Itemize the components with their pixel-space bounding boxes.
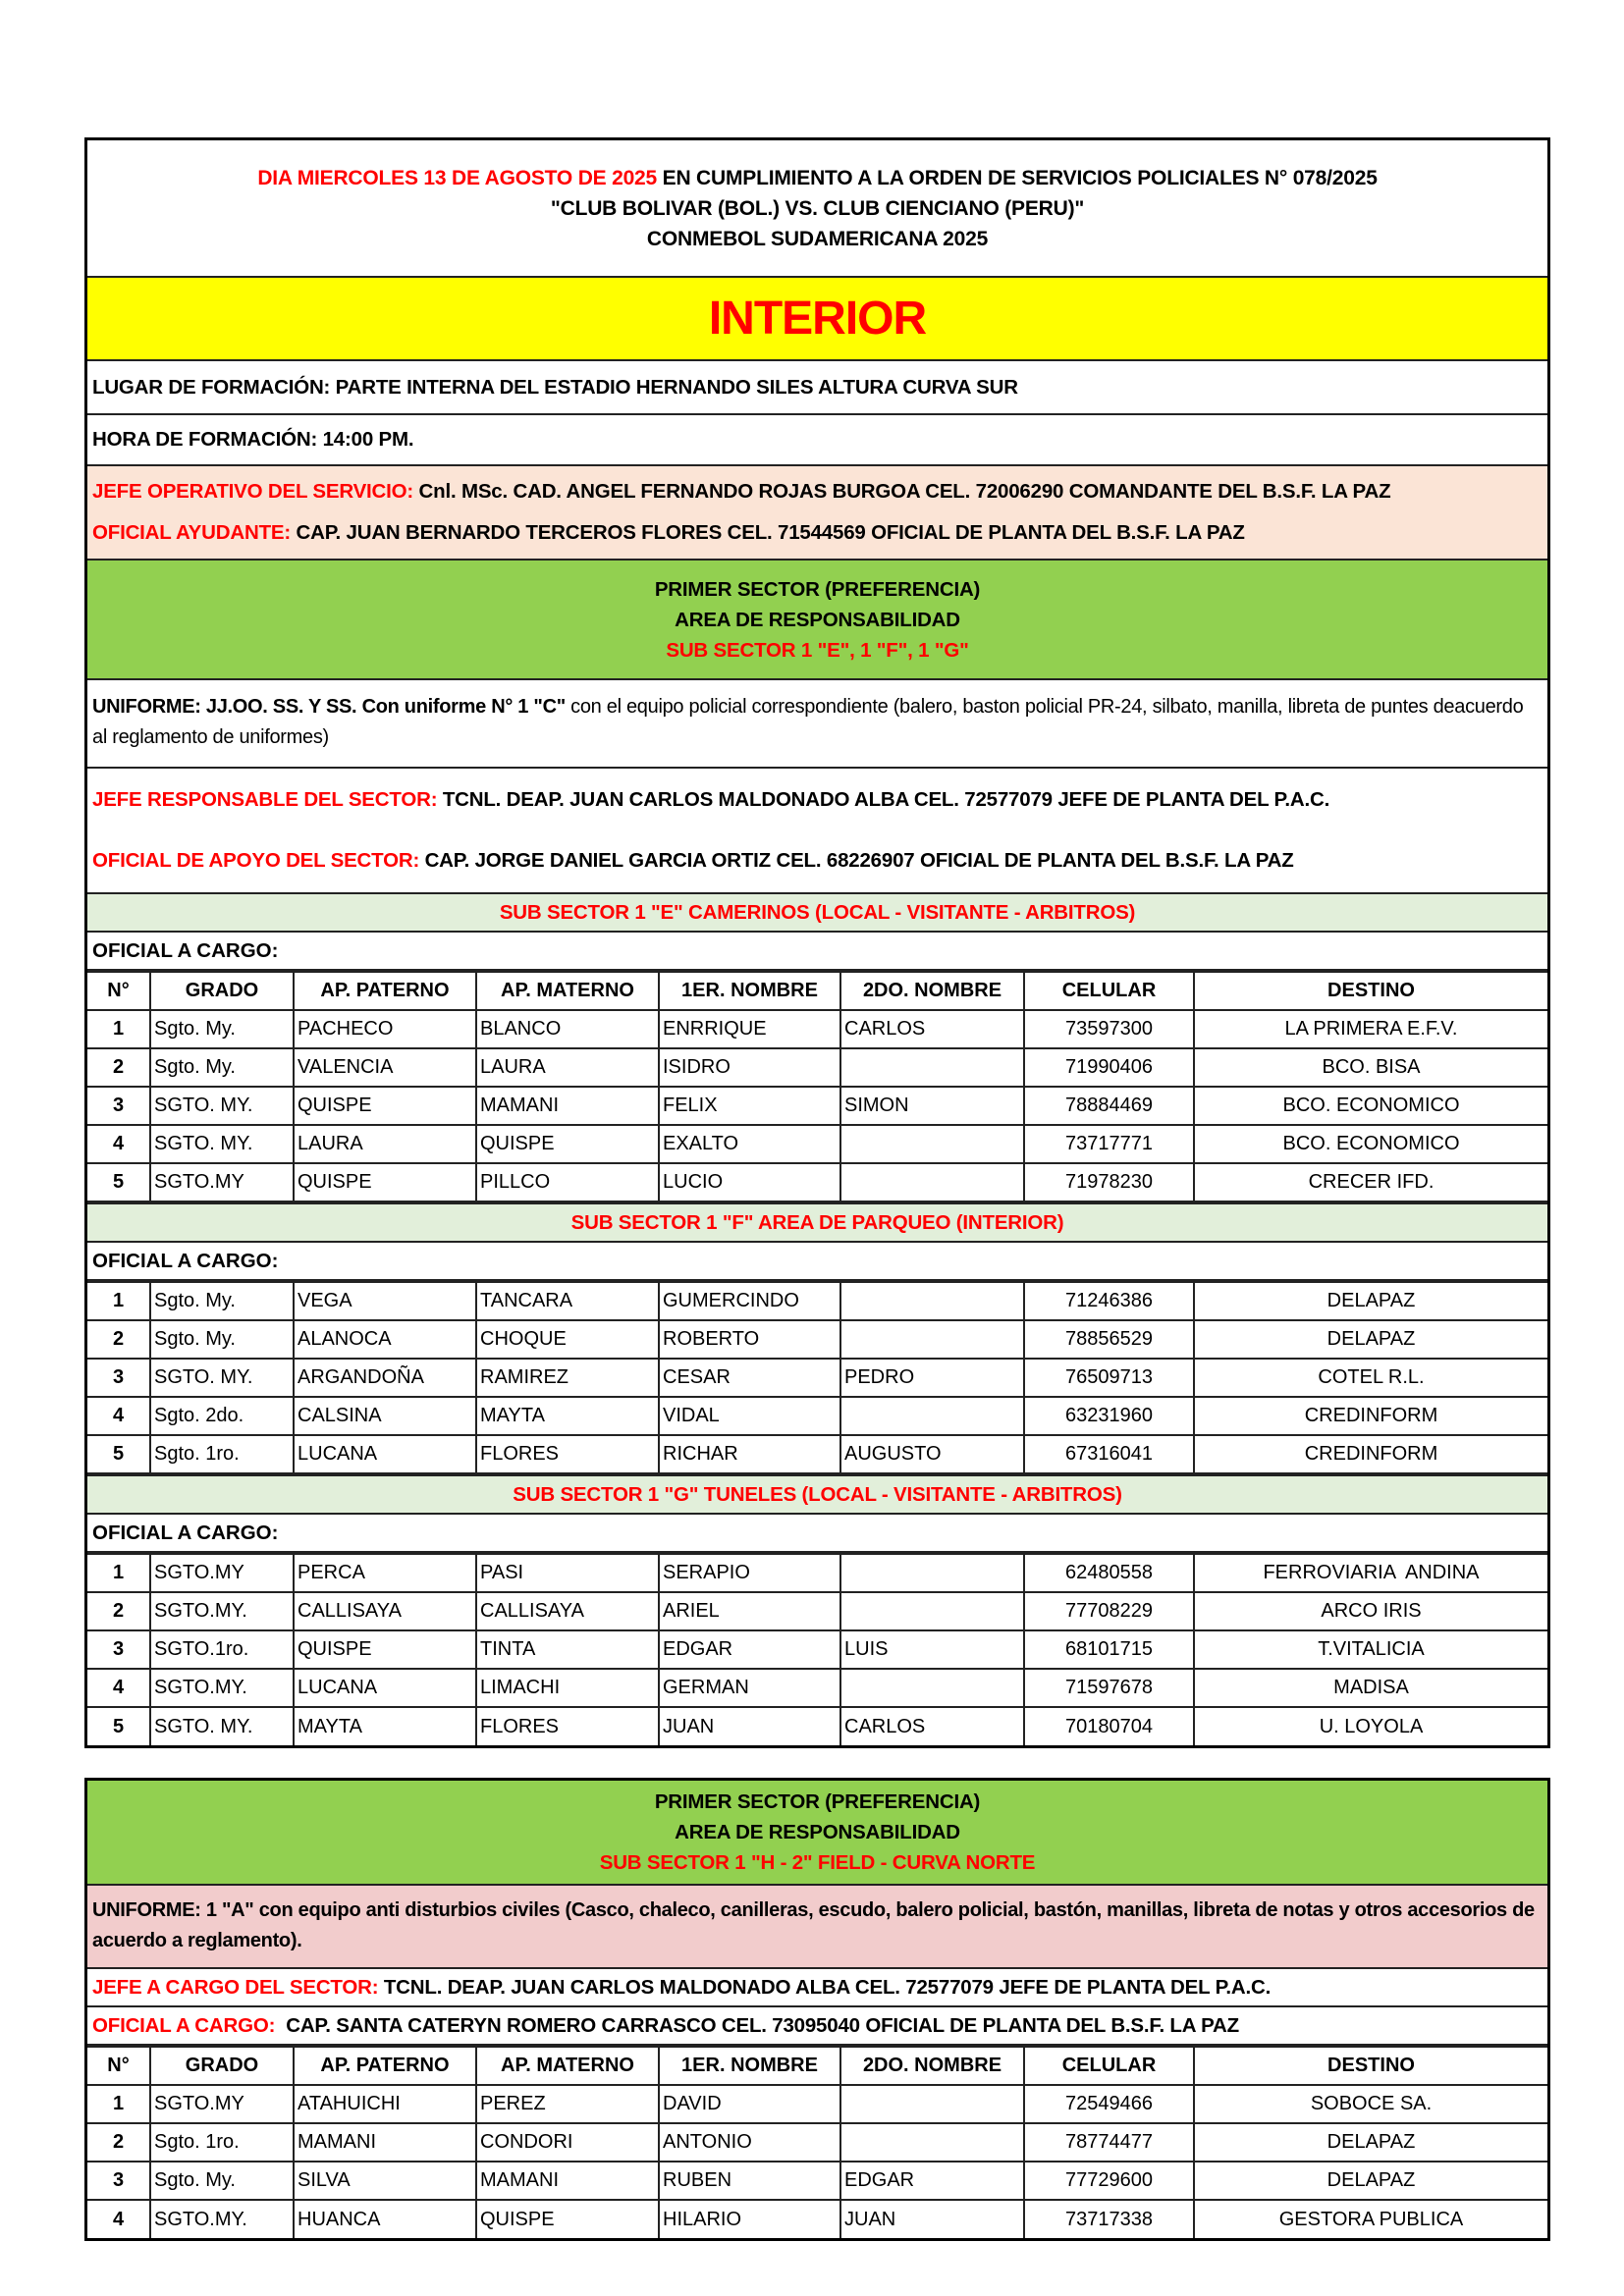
cell-numero: 3 — [87, 1359, 150, 1397]
cell-segundo-nombre — [840, 1397, 1024, 1435]
cell-celular: 76509713 — [1024, 1359, 1194, 1397]
cell-destino: LA PRIMERA E.F.V. — [1194, 1010, 1547, 1048]
cell-primer-nombre: JUAN — [659, 1707, 840, 1745]
cell-segundo-nombre — [840, 2123, 1024, 2162]
cell-ap-materno: FLORES — [476, 1435, 659, 1473]
cell-primer-nombre: EDGAR — [659, 1630, 840, 1669]
oficial-a-cargo-value: CAP. SANTA CATERYN ROMERO CARRASCO CEL. 73095040 OFICIAL DE PLANTA DEL B.S.F. LA PAZ — [275, 2013, 1239, 2037]
table-row — [87, 2123, 1547, 2162]
cell-segundo-nombre — [840, 1669, 1024, 1707]
jefe-operativo-label: JEFE OPERATIVO DEL SERVICIO: — [92, 480, 414, 503]
cell-primer-nombre: ROBERTO — [659, 1320, 840, 1359]
cell-ap-materno: CONDORI — [476, 2123, 659, 2162]
col-numero-header: N° — [87, 2047, 150, 2085]
cell-grado: Sgto. My. — [150, 1320, 294, 1359]
personnel-table-f — [87, 1281, 1547, 1474]
cell-grado: SGTO.MY. — [150, 1592, 294, 1630]
section-title-bar — [87, 278, 1547, 361]
cell-destino: CREDINFORM — [1194, 1435, 1547, 1473]
cell-grado: SGTO.MY — [150, 2085, 294, 2123]
cell-celular: 71990406 — [1024, 1048, 1194, 1087]
col-destino-header: DESTINO — [1194, 972, 1547, 1010]
cell-ap-materno: RAMIREZ — [476, 1359, 659, 1397]
cell-destino: DELAPAZ — [1194, 1282, 1547, 1320]
table-row — [87, 1707, 1547, 1745]
cell-numero: 3 — [87, 2162, 150, 2200]
sector-name-2: PRIMER SECTOR (PREFERENCIA) — [654, 1790, 981, 1813]
cell-celular: 73597300 — [1024, 1010, 1194, 1048]
cell-ap-materno: FLORES — [476, 1707, 659, 1745]
cell-ap-materno: LAURA — [476, 1048, 659, 1087]
cell-celular: 68101715 — [1024, 1630, 1194, 1669]
sector-header-2 — [87, 1781, 1547, 1886]
personnel-table-h2 — [87, 2046, 1547, 2238]
cell-segundo-nombre — [840, 1163, 1024, 1201]
cell-segundo-nombre: EDGAR — [840, 2162, 1024, 2200]
cell-segundo-nombre: CARLOS — [840, 1707, 1024, 1745]
cell-grado: SGTO.MY. — [150, 1669, 294, 1707]
subsector-title-e: SUB SECTOR 1 "E" CAMERINOS (LOCAL - VISITANTE - ARBITROS) — [87, 894, 1547, 933]
cell-primer-nombre: VIDAL — [659, 1397, 840, 1435]
table-row — [87, 2200, 1547, 2238]
cell-ap-materno: MAYTA — [476, 1397, 659, 1435]
cell-ap-paterno: ARGANDOÑA — [294, 1359, 476, 1397]
cell-grado: SGTO. MY. — [150, 1087, 294, 1125]
cell-numero: 5 — [87, 1707, 150, 1745]
cell-primer-nombre: LUCIO — [659, 1163, 840, 1201]
personnel-table-e — [87, 971, 1547, 1202]
cell-primer-nombre: GERMAN — [659, 1669, 840, 1707]
table-row — [87, 1163, 1547, 1201]
cell-celular: 63231960 — [1024, 1397, 1194, 1435]
cell-destino: MADISA — [1194, 1669, 1547, 1707]
cell-ap-materno: BLANCO — [476, 1010, 659, 1048]
table-row — [87, 2162, 1547, 2200]
jefe-a-cargo-row — [87, 1969, 1547, 2007]
cell-numero: 2 — [87, 1592, 150, 1630]
subsector-title-f: SUB SECTOR 1 "F" AREA DE PARQUEO (INTERIOR) — [87, 1204, 1547, 1243]
cell-ap-materno: LIMACHI — [476, 1669, 659, 1707]
jefe-responsable-label: JEFE RESPONSABLE DEL SECTOR: — [92, 788, 438, 811]
col-ap-paterno-header: AP. PATERNO — [294, 2047, 476, 2085]
field-curva-norte-block — [84, 1778, 1550, 2241]
uniforme-info — [87, 680, 1547, 769]
cell-primer-nombre: RUBEN — [659, 2162, 840, 2200]
cell-segundo-nombre — [840, 1282, 1024, 1320]
jefe-responsable-value: TCNL. DEAP. JUAN CARLOS MALDONADO ALBA CEL. 72577079 JEFE DE PLANTA DEL P.A.C. — [437, 788, 1330, 811]
table-row — [87, 1435, 1547, 1473]
cell-ap-paterno: MAMANI — [294, 2123, 476, 2162]
sector-name: PRIMER SECTOR (PREFERENCIA) — [654, 577, 981, 601]
cell-primer-nombre: EXALTO — [659, 1125, 840, 1163]
cell-ap-materno: TINTA — [476, 1630, 659, 1669]
cell-grado: SGTO. MY. — [150, 1125, 294, 1163]
cell-destino: CRECER IFD. — [1194, 1163, 1547, 1201]
header-date: DIA MIERCOLES 13 DE AGOSTO DE 2025 — [257, 166, 658, 189]
cell-numero: 4 — [87, 2200, 150, 2238]
uniforme-detail: con el equipo policial correspondiente (balero, baston policial PR-24, silbato, manilla, libreta de puntes deacuerdo al reglamento de uniformes) — [92, 696, 1524, 748]
table-row — [87, 2085, 1547, 2123]
cell-primer-nombre: ENRRIQUE — [659, 1010, 840, 1048]
sector-area: AREA DE RESPONSABILIDAD — [675, 608, 960, 631]
cell-celular: 78884469 — [1024, 1087, 1194, 1125]
cell-grado: Sgto. My. — [150, 1282, 294, 1320]
col-segundo-nombre-header: 2DO. NOMBRE — [840, 2047, 1024, 2085]
cell-celular: 70180704 — [1024, 1707, 1194, 1745]
document-header — [87, 140, 1547, 278]
cell-primer-nombre: GUMERCINDO — [659, 1282, 840, 1320]
table-row — [87, 1320, 1547, 1359]
cell-segundo-nombre — [840, 1320, 1024, 1359]
header-tournament: CONMEBOL SUDAMERICANA 2025 — [646, 227, 989, 250]
cell-primer-nombre: RICHAR — [659, 1435, 840, 1473]
sector-officers — [87, 769, 1547, 894]
sector-subsector-2: SUB SECTOR 1 "H - 2" FIELD - CURVA NORTE — [599, 1851, 1036, 1874]
cell-ap-paterno: VEGA — [294, 1282, 476, 1320]
cell-grado: SGTO. MY. — [150, 1359, 294, 1397]
cell-grado: SGTO. MY. — [150, 1707, 294, 1745]
cell-destino: COTEL R.L. — [1194, 1359, 1547, 1397]
cell-ap-paterno: ATAHUICHI — [294, 2085, 476, 2123]
cell-ap-paterno: QUISPE — [294, 1163, 476, 1201]
cell-numero: 1 — [87, 1554, 150, 1592]
cell-ap-materno: PILLCO — [476, 1163, 659, 1201]
cell-celular: 71978230 — [1024, 1163, 1194, 1201]
oficial-ayudante-value: CAP. JUAN BERNARDO TERCEROS FLORES CEL. 71544569 OFICIAL DE PLANTA DEL B.S.F. LA PAZ — [291, 521, 1245, 544]
cell-numero: 3 — [87, 1630, 150, 1669]
cell-ap-materno: MAMANI — [476, 2162, 659, 2200]
oficial-apoyo-value: CAP. JORGE DANIEL GARCIA ORTIZ CEL. 68226907 OFICIAL DE PLANTA DEL B.S.F. LA PAZ — [419, 849, 1294, 872]
col-ap-materno-header: AP. MATERNO — [476, 972, 659, 1010]
cell-numero: 2 — [87, 2123, 150, 2162]
cell-ap-paterno: LAURA — [294, 1125, 476, 1163]
cell-celular: 71597678 — [1024, 1669, 1194, 1707]
col-celular-header: CELULAR — [1024, 972, 1194, 1010]
cell-ap-paterno: QUISPE — [294, 1087, 476, 1125]
sector-subsectors: SUB SECTOR 1 "E", 1 "F", 1 "G" — [666, 638, 969, 662]
cell-destino: CREDINFORM — [1194, 1397, 1547, 1435]
cell-ap-paterno: PERCA — [294, 1554, 476, 1592]
cell-segundo-nombre: LUIS — [840, 1630, 1024, 1669]
cell-celular: 78774477 — [1024, 2123, 1194, 2162]
table-row — [87, 1554, 1547, 1592]
command-info — [87, 466, 1547, 561]
cell-ap-paterno: ALANOCA — [294, 1320, 476, 1359]
header-match: "CLUB BOLIVAR (BOL.) VS. CLUB CIENCIANO (PERU)" — [550, 196, 1085, 220]
col-grado-header: GRADO — [150, 2047, 294, 2085]
cell-primer-nombre: ARIEL — [659, 1592, 840, 1630]
table-row — [87, 1630, 1547, 1669]
cell-celular: 73717771 — [1024, 1125, 1194, 1163]
cell-ap-materno: QUISPE — [476, 2200, 659, 2238]
cell-segundo-nombre: CARLOS — [840, 1010, 1024, 1048]
table-row — [87, 1359, 1547, 1397]
cell-ap-materno: PEREZ — [476, 2085, 659, 2123]
cell-numero: 3 — [87, 1087, 150, 1125]
cell-celular: 72549466 — [1024, 2085, 1194, 2123]
oficial-ayudante-label: OFICIAL AYUDANTE: — [92, 521, 291, 544]
col-segundo-nombre-header: 2DO. NOMBRE — [840, 972, 1024, 1010]
cell-ap-paterno: HUANCA — [294, 2200, 476, 2238]
cell-destino: DELAPAZ — [1194, 2123, 1547, 2162]
cell-celular: 71246386 — [1024, 1282, 1194, 1320]
cell-numero: 1 — [87, 1282, 150, 1320]
table-row — [87, 1087, 1547, 1125]
sector-area-2: AREA DE RESPONSABILIDAD — [675, 1821, 960, 1843]
personnel-table-g — [87, 1553, 1547, 1745]
table-row — [87, 1010, 1547, 1048]
cell-segundo-nombre — [840, 2085, 1024, 2123]
cell-destino: BCO. BISA — [1194, 1048, 1547, 1087]
cell-numero: 4 — [87, 1397, 150, 1435]
cell-ap-paterno: LUCANA — [294, 1435, 476, 1473]
table-row — [87, 1397, 1547, 1435]
table-header-row — [87, 972, 1547, 1010]
cell-ap-paterno: CALLISAYA — [294, 1592, 476, 1630]
cell-ap-paterno: MAYTA — [294, 1707, 476, 1745]
cell-primer-nombre: FELIX — [659, 1087, 840, 1125]
cell-numero: 4 — [87, 1125, 150, 1163]
cell-celular: 77729600 — [1024, 2162, 1194, 2200]
cell-destino: FERROVIARIA ANDINA — [1194, 1554, 1547, 1592]
cell-segundo-nombre — [840, 1125, 1024, 1163]
cell-segundo-nombre — [840, 1554, 1024, 1592]
table-row — [87, 1592, 1547, 1630]
cell-destino: GESTORA PUBLICA — [1194, 2200, 1547, 2238]
cell-segundo-nombre — [840, 1048, 1024, 1087]
cell-celular: 62480558 — [1024, 1554, 1194, 1592]
cell-destino: BCO. ECONOMICO — [1194, 1087, 1547, 1125]
cell-primer-nombre: DAVID — [659, 2085, 840, 2123]
interior-block — [84, 137, 1550, 1748]
cell-numero: 1 — [87, 2085, 150, 2123]
header-order: EN CUMPLIMIENTO A LA ORDEN DE SERVICIOS POLICIALES N° 078/2025 — [657, 166, 1378, 189]
col-ap-materno-header: AP. MATERNO — [476, 2047, 659, 2085]
cell-grado: SGTO.MY — [150, 1163, 294, 1201]
cell-numero: 5 — [87, 1163, 150, 1201]
jefe-a-cargo-label: JEFE A CARGO DEL SECTOR: — [92, 1975, 379, 1999]
cell-destino: DELAPAZ — [1194, 2162, 1547, 2200]
col-grado-header: GRADO — [150, 972, 294, 1010]
subsector-title-g: SUB SECTOR 1 "G" TUNELES (LOCAL - VISITANTE - ARBITROS) — [87, 1476, 1547, 1515]
cell-primer-nombre: ISIDRO — [659, 1048, 840, 1087]
cell-destino: U. LOYOLA — [1194, 1707, 1547, 1745]
cell-primer-nombre: HILARIO — [659, 2200, 840, 2238]
cell-numero: 2 — [87, 1048, 150, 1087]
col-primer-nombre-header: 1ER. NOMBRE — [659, 972, 840, 1010]
table-header-row — [87, 2047, 1547, 2085]
cell-ap-paterno: LUCANA — [294, 1669, 476, 1707]
col-destino-header: DESTINO — [1194, 2047, 1547, 2085]
section-title: INTERIOR — [708, 293, 927, 345]
cell-grado: Sgto. My. — [150, 1048, 294, 1087]
cell-segundo-nombre: PEDRO — [840, 1359, 1024, 1397]
cell-ap-paterno: PACHECO — [294, 1010, 476, 1048]
cell-celular: 67316041 — [1024, 1435, 1194, 1473]
oficial-a-cargo-label: OFICIAL A CARGO: — [92, 2013, 276, 2037]
cell-ap-materno: CHOQUE — [476, 1320, 659, 1359]
table-row — [87, 1125, 1547, 1163]
cell-grado: SGTO.1ro. — [150, 1630, 294, 1669]
cell-primer-nombre: CESAR — [659, 1359, 840, 1397]
uniforme-bold: UNIFORME: JJ.OO. SS. Y SS. Con uniforme N° 1 "C" — [92, 696, 566, 718]
jefe-a-cargo-value: TCNL. DEAP. JUAN CARLOS MALDONADO ALBA CEL. 72577079 JEFE DE PLANTA DEL P.A.C. — [378, 1975, 1272, 1999]
cell-ap-materno: PASI — [476, 1554, 659, 1592]
cell-grado: Sgto. 1ro. — [150, 2123, 294, 2162]
col-ap-paterno-header: AP. PATERNO — [294, 972, 476, 1010]
oficial-a-cargo-f: OFICIAL A CARGO: — [87, 1243, 1547, 1281]
cell-ap-paterno: CALSINA — [294, 1397, 476, 1435]
cell-destino: ARCO IRIS — [1194, 1592, 1547, 1630]
cell-grado: SGTO.MY. — [150, 2200, 294, 2238]
cell-destino: BCO. ECONOMICO — [1194, 1125, 1547, 1163]
oficial-a-cargo-e: OFICIAL A CARGO: — [87, 933, 1547, 971]
cell-segundo-nombre: AUGUSTO — [840, 1435, 1024, 1473]
oficial-a-cargo-g: OFICIAL A CARGO: — [87, 1515, 1547, 1553]
uniforme-info-2: UNIFORME: 1 "A" con equipo anti disturbios civiles (Casco, chaleco, canilleras, escudo, balero policial, bastón, manillas, libreta de notas y otros accesorios de acuerdo a reglamento). — [87, 1886, 1547, 1969]
cell-grado: SGTO.MY — [150, 1554, 294, 1592]
cell-segundo-nombre — [840, 1592, 1024, 1630]
cell-grado: Sgto. My. — [150, 1010, 294, 1048]
cell-destino: SOBOCE SA. — [1194, 2085, 1547, 2123]
cell-ap-materno: QUISPE — [476, 1125, 659, 1163]
cell-numero: 2 — [87, 1320, 150, 1359]
cell-celular: 73717338 — [1024, 2200, 1194, 2238]
sector-header — [87, 561, 1547, 680]
cell-ap-materno: MAMANI — [476, 1087, 659, 1125]
oficial-apoyo-label: OFICIAL DE APOYO DEL SECTOR: — [92, 849, 420, 872]
table-row — [87, 1669, 1547, 1707]
cell-celular: 78856529 — [1024, 1320, 1194, 1359]
cell-destino: DELAPAZ — [1194, 1320, 1547, 1359]
cell-grado: Sgto. My. — [150, 2162, 294, 2200]
hora-formacion: HORA DE FORMACIÓN: 14:00 PM. — [87, 415, 1547, 466]
cell-grado: Sgto. 2do. — [150, 1397, 294, 1435]
cell-segundo-nombre: SIMON — [840, 1087, 1024, 1125]
cell-numero: 5 — [87, 1435, 150, 1473]
cell-destino: T.VITALICIA — [1194, 1630, 1547, 1669]
cell-numero: 4 — [87, 1669, 150, 1707]
cell-ap-materno: TANCARA — [476, 1282, 659, 1320]
cell-ap-paterno: QUISPE — [294, 1630, 476, 1669]
cell-grado: Sgto. 1ro. — [150, 1435, 294, 1473]
table-row — [87, 1282, 1547, 1320]
col-numero-header: N° — [87, 972, 150, 1010]
cell-ap-materno: CALLISAYA — [476, 1592, 659, 1630]
jefe-operativo-value: Cnl. MSc. CAD. ANGEL FERNANDO ROJAS BURGOA CEL. 72006290 COMANDANTE DEL B.S.F. LA PAZ — [413, 480, 1391, 503]
cell-numero: 1 — [87, 1010, 150, 1048]
col-celular-header: CELULAR — [1024, 2047, 1194, 2085]
lugar-formacion: LUGAR DE FORMACIÓN: PARTE INTERNA DEL ESTADIO HERNANDO SILES ALTURA CURVA SUR — [87, 361, 1547, 415]
cell-celular: 77708229 — [1024, 1592, 1194, 1630]
cell-primer-nombre: ANTONIO — [659, 2123, 840, 2162]
oficial-a-cargo-row — [87, 2007, 1547, 2046]
cell-segundo-nombre: JUAN — [840, 2200, 1024, 2238]
cell-ap-paterno: SILVA — [294, 2162, 476, 2200]
cell-ap-paterno: VALENCIA — [294, 1048, 476, 1087]
table-row — [87, 1048, 1547, 1087]
col-primer-nombre-header: 1ER. NOMBRE — [659, 2047, 840, 2085]
cell-primer-nombre: SERAPIO — [659, 1554, 840, 1592]
